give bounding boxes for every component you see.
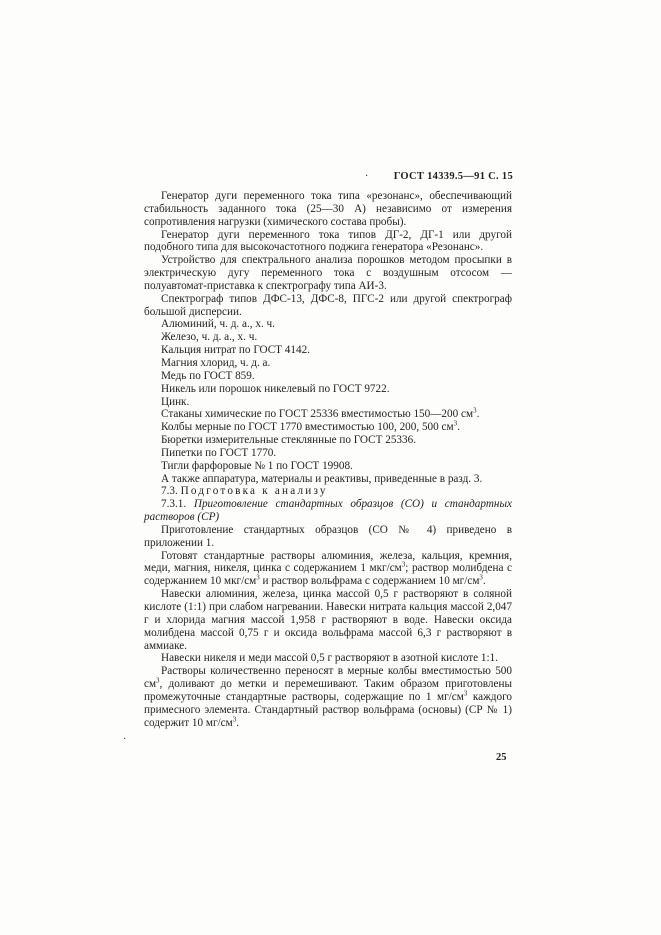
list-item: Цинк. bbox=[161, 395, 190, 408]
paragraph: Спектрограф типов ДФС-13, ДФС-8, ПГС-2 или другой спектрограф большой дисперсии. bbox=[144, 292, 512, 318]
paragraph: Приготовление стандартных образцов (СО № 4) приведено в приложении 1. bbox=[144, 523, 512, 549]
paragraph bbox=[144, 665, 512, 729]
superscript: 3 bbox=[479, 573, 483, 582]
list-item: Никель или порошок никелевый по ГОСТ 9722. bbox=[161, 382, 390, 395]
list-item: Пипетки по ГОСТ 1770. bbox=[161, 446, 277, 459]
list-item: Магния хлорид, ч. д. а. bbox=[161, 356, 271, 369]
text-run: Растворы количественно переносят в мерные колбы вместимостью 500 см bbox=[144, 665, 512, 691]
text-run: . bbox=[482, 575, 486, 588]
superscript: 3 bbox=[401, 560, 406, 569]
item-text: Стаканы химические по ГОСТ 25336 вместимостью 150—200 см bbox=[161, 408, 474, 421]
subsection-number: 7.3.1. bbox=[161, 498, 187, 511]
list-item: Железо, ч. д. а., х. ч. bbox=[161, 331, 258, 344]
superscript: 3 bbox=[232, 714, 237, 723]
paragraph: А также аппаратура, материалы и реактивы, приведенные в разд. 3. bbox=[161, 472, 483, 485]
paragraph: Генератор дуги переменного тока типа «резонанс», обеспечивающий стабильность заданного тока (25—30 А) независимо от измерения сопротивления нагрузки (химического состава пробы). bbox=[144, 190, 512, 228]
section-title: Подготовка к анализу bbox=[180, 485, 328, 498]
text-run: каждого примесного элемента. Стандартный раствор вольфрама (основы) (СР № 1) содержит 10 мг/см bbox=[144, 690, 512, 729]
paragraph: Генератор дуги переменного тока типов ДГ-2, ДГ-1 или другой подобного типа для высокочастотного поджига генератора «Резонанс». bbox=[144, 228, 512, 254]
list-item: Бюретки измерительные стеклянные по ГОСТ 25336. bbox=[161, 434, 417, 447]
superscript: 3 bbox=[453, 419, 458, 428]
list-item: Тигли фарфоровые № 1 по ГОСТ 19908. bbox=[161, 459, 353, 472]
text-run: ; раствор молибдена с содержанием 10 мкг/см bbox=[144, 562, 512, 588]
superscript: 3 bbox=[463, 689, 468, 698]
list-item: Медь по ГОСТ 859. bbox=[161, 369, 255, 382]
subsection-title: Приготовление стандартных образцов (СО) и стандартных растворов (СР) bbox=[144, 498, 513, 524]
document-body bbox=[144, 190, 512, 729]
item-period: . bbox=[476, 408, 480, 421]
superscript: 3 bbox=[156, 676, 160, 685]
running-header: ГОСТ 14339.5—91 С. 15 bbox=[393, 171, 513, 182]
paragraph bbox=[144, 550, 512, 589]
section-heading bbox=[144, 485, 512, 498]
speck-mark: · bbox=[365, 171, 369, 182]
paragraph: Устройство для спектрального анализа порошков методом просыпки в электрическую дугу переменного тока с воздушным отсосом — полуавтомат-приставка к спектрографу типа АИ-3. bbox=[144, 254, 512, 292]
paragraph: Навески алюминия, железа, цинка массой 0,5 г растворяют в соляной кислоте (1:1) при слабом нагревании. Навески нитрата кальция массой 2,047 г и хлорида магния массой 1,958 г растворяют в воде. Навески оксида молибдена массой 0,75 г и оксида вольфрама массой 6,3 г растворяют в аммиаке. bbox=[144, 588, 512, 652]
page-number: 25 bbox=[496, 752, 507, 763]
item-text: Колбы мерные по ГОСТ 1770 вместимостью 100, 200, 500 см bbox=[161, 421, 454, 434]
text-run: Готовят стандартные растворы алюминия, железа, кальция, кремния, меди, магния, никеля, цинка с содержанием 1 мкг/см bbox=[144, 549, 512, 575]
section-number: 7.3. bbox=[161, 485, 178, 498]
speck-mark: · bbox=[123, 734, 127, 745]
text-run: , доливают до метки и перемешивают. Таким образом приготовлены промежуточные стандартные растворы, содержащие по 1 мг/см bbox=[144, 678, 512, 703]
list-item bbox=[144, 421, 512, 434]
list-item: Алюминий, ч. д. а., х. ч. bbox=[161, 318, 275, 331]
list-item: Кальция нитрат по ГОСТ 4142. bbox=[161, 344, 310, 357]
text-run: и раствор вольфрама с содержанием 10 мг/см bbox=[259, 575, 480, 588]
superscript: 3 bbox=[473, 406, 477, 415]
text-run: . bbox=[236, 716, 239, 729]
item-period: . bbox=[457, 421, 460, 434]
paragraph: Навески никеля и меди массой 0,5 г растворяют в азотной кислоте 1:1. bbox=[161, 652, 499, 665]
superscript: 3 bbox=[256, 573, 260, 582]
subsection-heading bbox=[144, 498, 512, 524]
